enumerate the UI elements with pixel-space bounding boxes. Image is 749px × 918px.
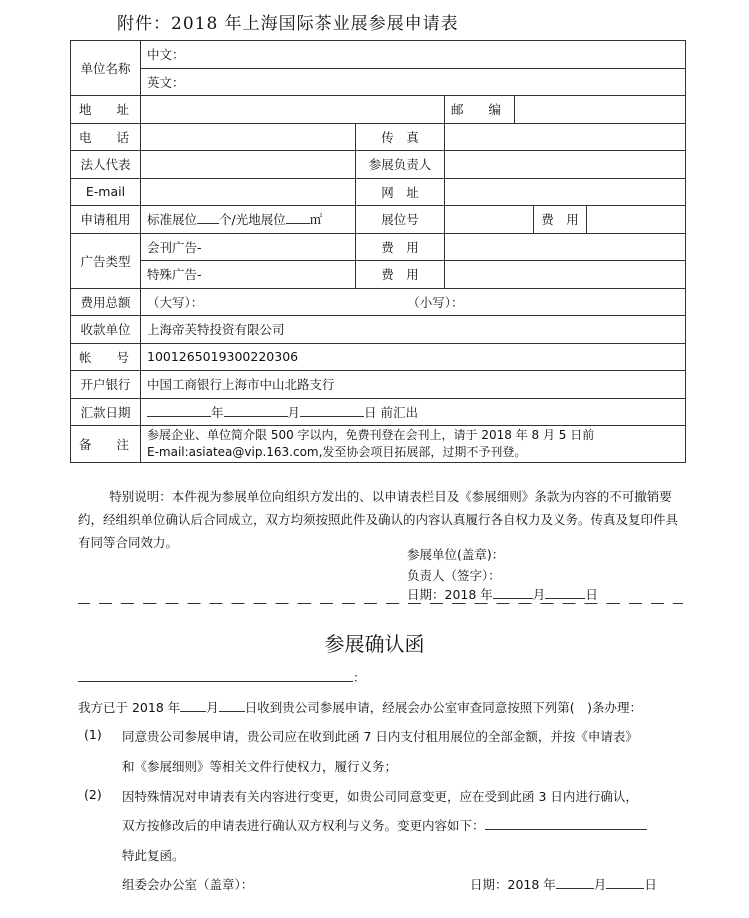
website-field[interactable]	[445, 178, 686, 206]
signature-month-text: 月	[532, 587, 546, 602]
remit-day-text: 日 前汇出	[364, 404, 419, 420]
remit-date-field[interactable]	[141, 398, 686, 426]
remit-year-blank[interactable]	[147, 404, 211, 417]
journal-ad-fee-label: 费 用	[356, 233, 445, 261]
email-field[interactable]	[141, 178, 356, 206]
account-label: 帐 号	[71, 343, 141, 371]
cut-line-divider	[78, 603, 683, 604]
square-meter-unit: ㎡	[309, 212, 323, 228]
addressee-colon: ：	[353, 670, 366, 685]
remit-day-blank[interactable]	[300, 404, 364, 417]
item2-line-2	[122, 816, 647, 834]
email-label: E-mail	[71, 178, 141, 206]
confirmation-month-blank[interactable]	[556, 876, 594, 889]
office-seal-label: 组委会办公室（盖章）：	[122, 877, 254, 892]
account-value: 1001265019300220306	[141, 343, 686, 371]
addressee-line	[78, 668, 366, 686]
payee-value: 上海帝芙特投资有限公司	[141, 316, 686, 344]
remarks-line-2: E-mail:asiatea@vip.163.com,发至协会项目拓展部，过期不予刊登。	[147, 445, 527, 459]
journal-ad-fee-field[interactable]	[445, 233, 686, 261]
confirmation-intro	[78, 698, 642, 716]
unit-name-label: 单位名称	[71, 41, 141, 96]
bank-label: 开户银行	[71, 371, 141, 399]
raw-space-text: 个/光地展位	[219, 212, 286, 228]
standard-booth-count-blank[interactable]	[197, 211, 219, 224]
signature-month-blank[interactable]	[493, 586, 533, 599]
journal-ad-field[interactable]: 会刊广告-	[141, 233, 356, 261]
rent-field[interactable]	[141, 206, 356, 234]
postcode-field[interactable]	[515, 96, 686, 124]
ad-type-label: 广告类型	[71, 233, 141, 288]
remit-date-label: 汇款日期	[71, 398, 141, 426]
payee-label: 收款单位	[71, 316, 141, 344]
booth-fee-label: 费 用	[534, 206, 587, 234]
fax-label: 传 真	[356, 123, 445, 151]
legal-rep-label: 法人代表	[71, 151, 141, 179]
remit-year-text: 年	[211, 404, 224, 420]
fax-field[interactable]	[445, 123, 686, 151]
intro-text-a: 我方已于 2018 年	[78, 700, 181, 715]
remarks-label: 备 注	[71, 426, 141, 463]
total-upper-label: （大写）：	[147, 294, 204, 310]
signature-unit-label: 参展单位(盖章)：	[407, 547, 505, 562]
confirmation-title: 参展确认函	[324, 632, 425, 656]
special-ad-fee-field[interactable]	[445, 261, 686, 289]
remit-month-text: 月	[287, 404, 301, 420]
item1-number: (1)	[84, 727, 102, 742]
item1-line-1: 同意贵公司参展申请，贵公司应在收到此函 7 日内支付租用展位的全部金额，并按《申请表》	[122, 729, 638, 744]
address-label: 地 址	[71, 96, 141, 124]
website-label: 网 址	[356, 178, 445, 206]
page-title: 附件：2018 年上海国际茶业展参展申请表	[117, 14, 459, 34]
signature-day-text: 日	[585, 587, 598, 602]
postcode-label: 邮 编	[445, 96, 515, 124]
contact-person-label: 参展负责人	[356, 151, 445, 179]
raw-space-area-blank[interactable]	[286, 211, 310, 224]
signature-date	[407, 585, 598, 603]
standard-booth-text: 标准展位	[147, 212, 198, 228]
contact-person-field[interactable]	[445, 151, 686, 179]
phone-field[interactable]	[141, 123, 356, 151]
total-fee-field[interactable]	[141, 288, 686, 316]
addressee-blank[interactable]	[78, 669, 353, 682]
phone-label: 电 话	[71, 123, 141, 151]
confirmation-month-text: 月	[593, 877, 607, 892]
confirmation-date	[470, 875, 657, 893]
chinese-label: 中文：	[147, 47, 185, 63]
application-form-table	[70, 40, 686, 463]
special-ad-fee-label: 费 用	[356, 261, 445, 289]
change-content-blank[interactable]	[485, 817, 647, 830]
intro-day-blank[interactable]	[219, 699, 245, 712]
confirmation-day-text: 日	[644, 877, 657, 892]
booth-no-field[interactable]	[445, 206, 534, 234]
confirmation-date-prefix: 日期：2018 年	[470, 877, 556, 892]
remarks-value	[141, 426, 686, 463]
intro-text-b: 月	[206, 700, 219, 715]
closing-text: 特此复函。	[122, 848, 185, 863]
remarks-line-1: 参展企业、单位简介限 500 字以内，免费刊登在会刊上，请于 2018 年 8 月 5 日前	[147, 428, 595, 442]
unit-name-english-field[interactable]	[141, 68, 686, 96]
remit-month-blank[interactable]	[224, 404, 288, 417]
intro-month-blank[interactable]	[180, 699, 206, 712]
legal-rep-field[interactable]	[141, 151, 356, 179]
english-label: 英文：	[147, 74, 185, 90]
signature-date-prefix: 日期：2018 年	[407, 587, 493, 602]
bank-value: 中国工商银行上海市中山北路支行	[141, 371, 686, 399]
item1-line-2: 和《参展细则》等相关文件行使权力，履行义务；	[122, 759, 398, 774]
intro-text-c: 日收到贵公司参展申请，经展会办公室审查同意按照下列第( )条办理：	[244, 700, 643, 715]
confirmation-day-blank[interactable]	[606, 876, 644, 889]
total-lower-label: （小写）：	[407, 294, 464, 310]
signature-person-label: 负责人（签字）：	[407, 568, 501, 583]
booth-no-label: 展位号	[356, 206, 445, 234]
item2-number: (2)	[84, 787, 102, 802]
item2-line-1: 因特殊情况对申请表有关内容进行变更，如贵公司同意变更，应在受到此函 3 日内进行确认，	[122, 789, 638, 804]
total-fee-label: 费用总额	[71, 288, 141, 316]
special-note: 特别说明：本件视为参展单位向组织方发出的、以申请表栏目及《参展细则》条款为内容的不可撤销要约，经组织单位确认后合同成立，双方均须按照此件及确认的内容认真履行各自权力及义务。传真及复印件具有同等合同效力。	[78, 489, 679, 550]
address-field[interactable]	[141, 96, 445, 124]
booth-fee-field[interactable]	[587, 206, 686, 234]
item2-line-2-text: 双方按修改后的申请表进行确认双方权利与义务。变更内容如下：	[122, 818, 485, 833]
rent-label: 申请租用	[71, 206, 141, 234]
unit-name-chinese-field[interactable]	[141, 41, 686, 69]
special-ad-field[interactable]: 特殊广告-	[141, 261, 356, 289]
signature-day-blank[interactable]	[545, 586, 585, 599]
